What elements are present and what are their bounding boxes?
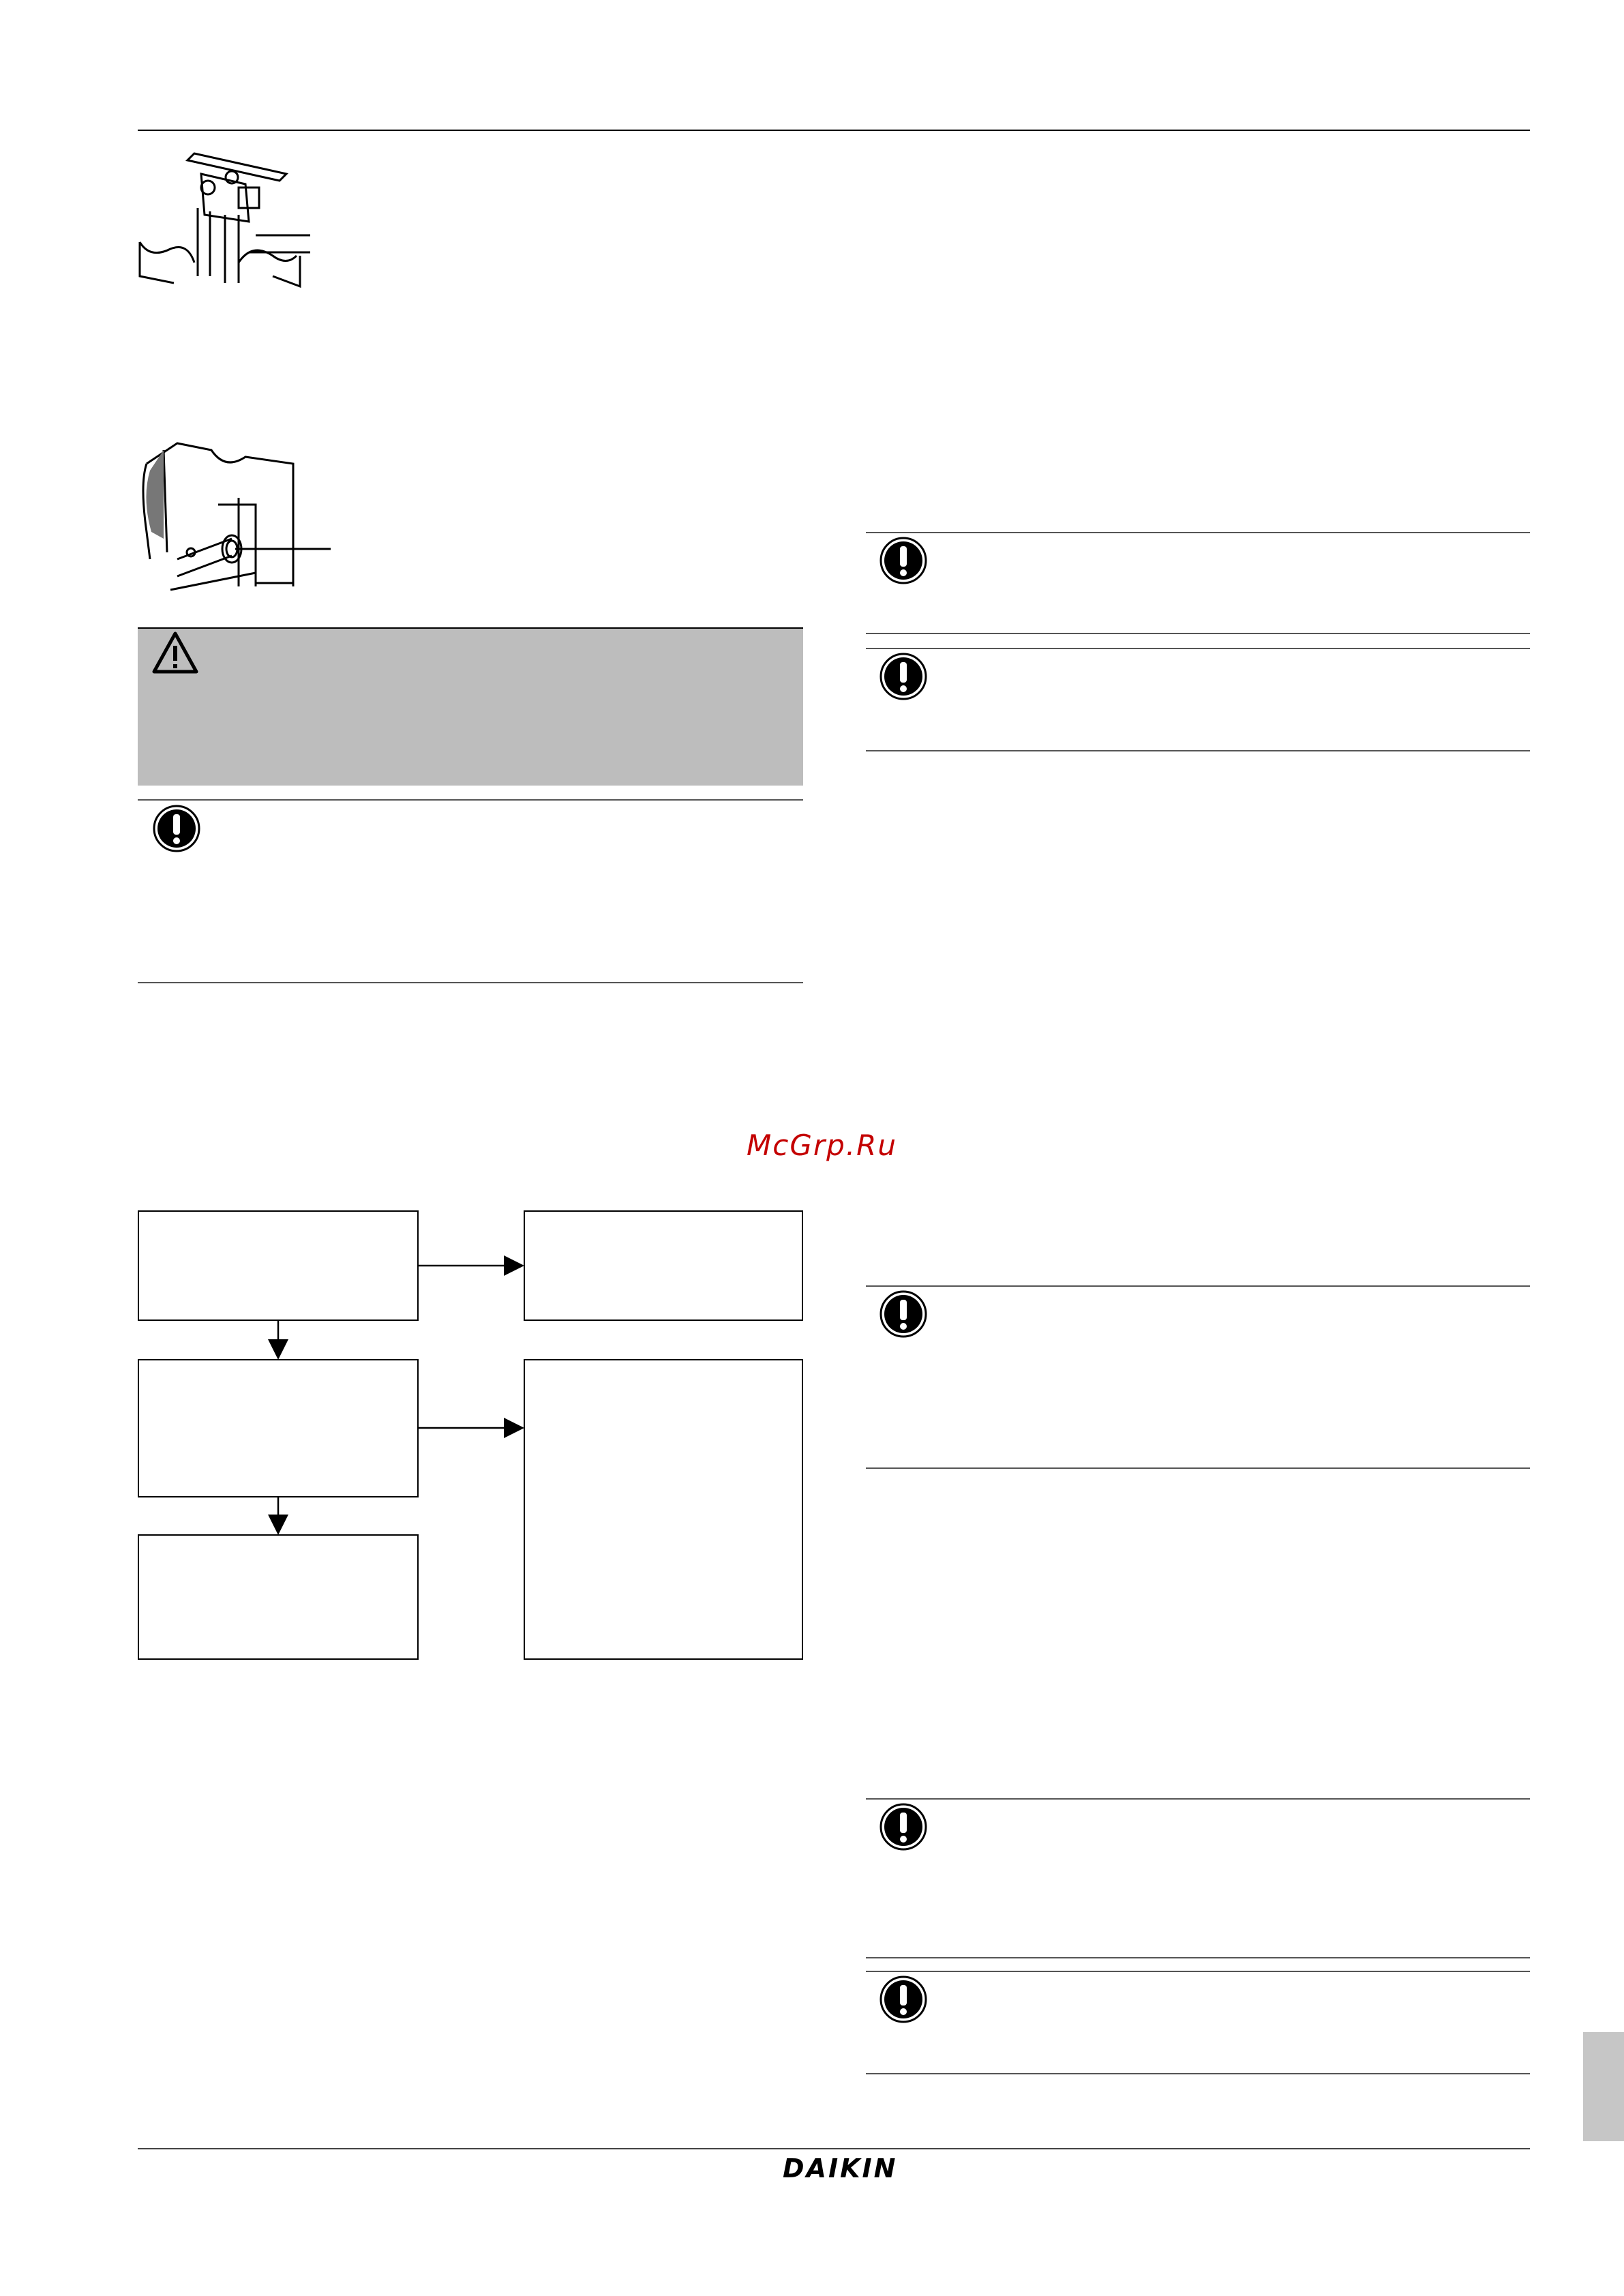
daikin-logo: DAIKIN (783, 2153, 898, 2183)
side-language-tab (1583, 2032, 1624, 2141)
footer-rule (138, 2148, 1530, 2149)
watermark-text: McGrp.Ru (747, 1129, 897, 1162)
